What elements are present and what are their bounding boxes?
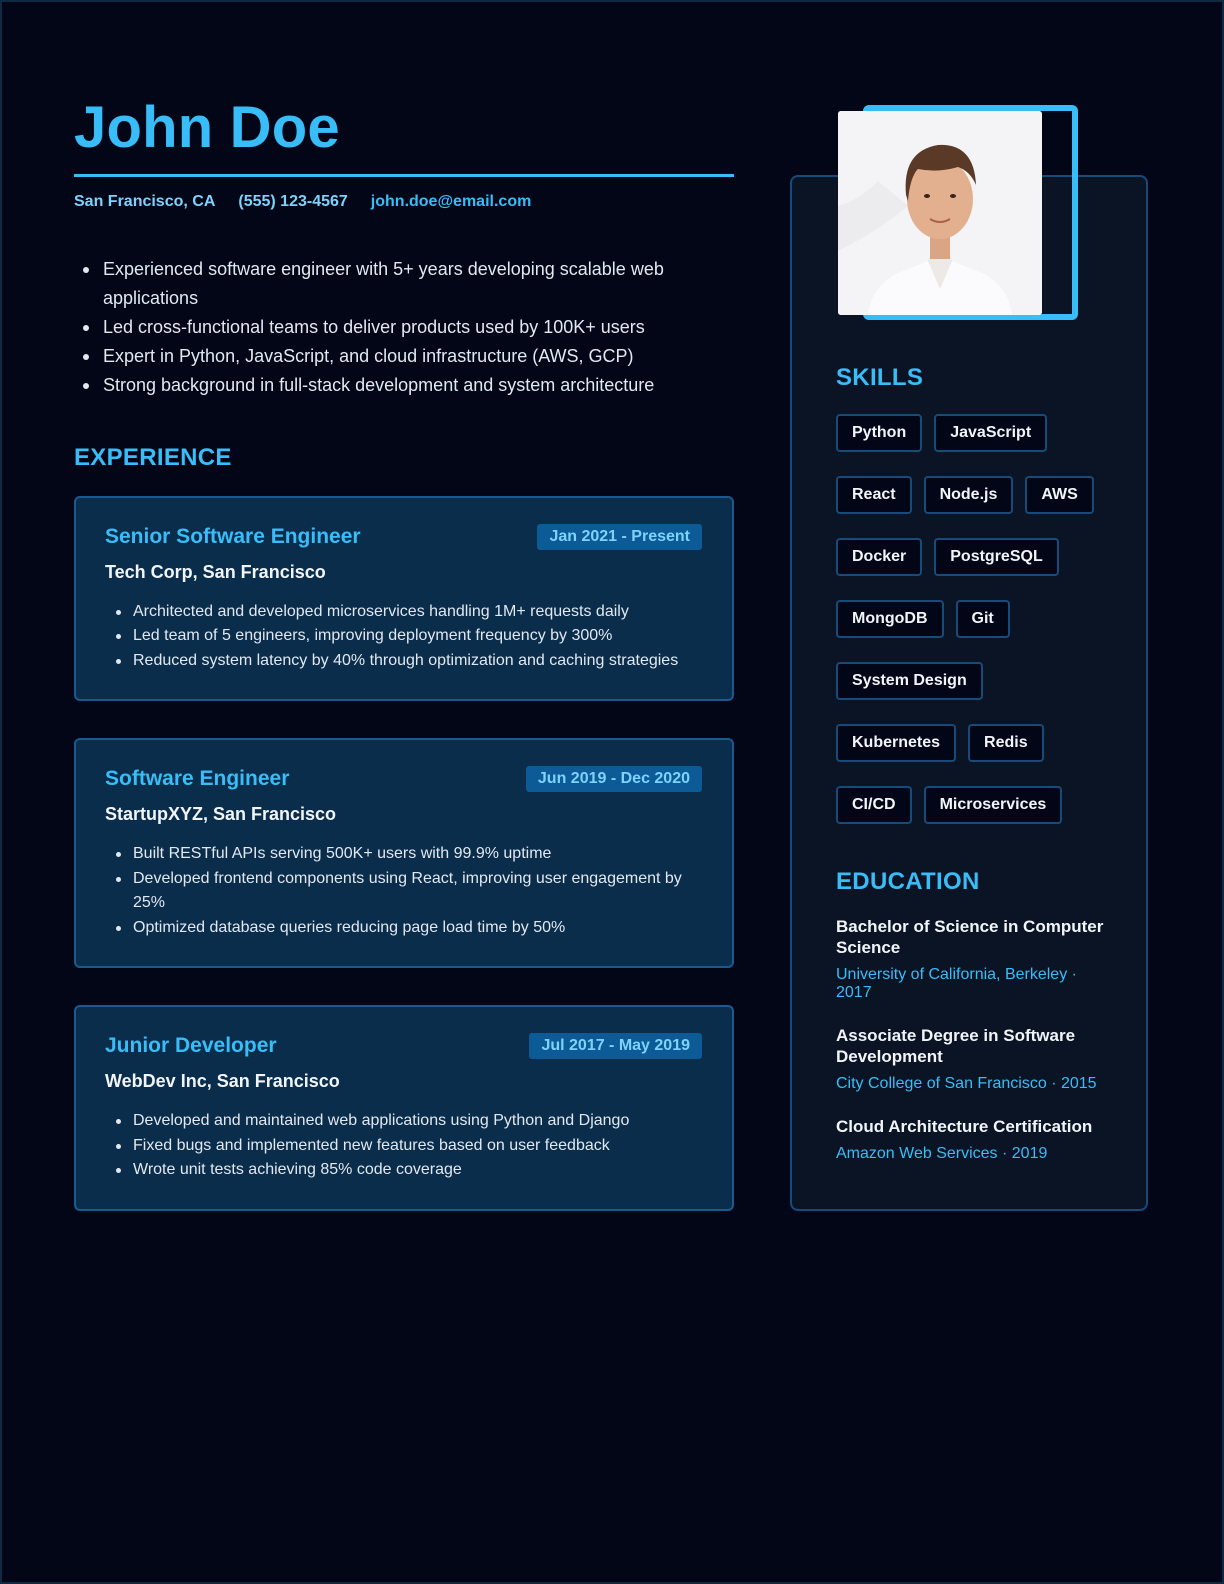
job-card: [74, 738, 734, 968]
job-company: StartupXYZ, San Francisco: [105, 804, 337, 825]
contact-line: [74, 193, 734, 211]
education-heading: EDUCATION: [836, 868, 980, 895]
job-bullets: [105, 1109, 702, 1183]
education-degree: Associate Degree in Software Development: [836, 1026, 1076, 1066]
skill-tag: Kubernetes: [836, 724, 956, 762]
job-bullet: Reduced system latency by 40% through optimization and caching strategies: [133, 649, 702, 674]
email-link[interactable]: john.doe@email.com: [370, 192, 532, 210]
phone-text: (555) 123-4567: [238, 192, 348, 210]
job-title: Software Engineer: [105, 767, 290, 791]
education-degree: Cloud Architecture Certification: [836, 1117, 1093, 1136]
profile-photo-icon: [838, 111, 1042, 315]
sidebar-content: [836, 364, 1116, 1163]
job-company: WebDev Inc, San Francisco: [105, 1071, 340, 1092]
job-card: [74, 1005, 734, 1211]
skill-tag: JavaScript: [934, 414, 1047, 452]
candidate-name: John Doe: [74, 95, 340, 160]
job-title: Senior Software Engineer: [105, 524, 361, 548]
experience-heading: EXPERIENCE: [74, 443, 232, 471]
job-bullet: Optimized database queries reducing page load time by 50%: [133, 916, 702, 941]
skill-tag: Python: [836, 414, 922, 452]
summary-item: Led cross-functional teams to deliver products used by 100K+ users: [103, 313, 734, 342]
skill-tag: MongoDB: [836, 600, 944, 638]
job-card: [74, 496, 734, 702]
education-item: [836, 916, 1116, 1002]
skills-heading: SKILLS: [836, 364, 924, 391]
job-title: Junior Developer: [105, 1034, 277, 1058]
job-bullet: Built RESTful APIs serving 500K+ users with 99.9% uptime: [133, 842, 702, 867]
job-company: Tech Corp, San Francisco: [105, 561, 326, 582]
name-divider: [74, 174, 734, 177]
skill-tag: Node.js: [924, 476, 1014, 514]
main-column: [74, 96, 734, 1211]
job-bullets: [105, 600, 702, 674]
skill-tag: Git: [956, 600, 1010, 638]
skill-tag: PostgreSQL: [934, 538, 1058, 576]
location-text: San Francisco, CA: [74, 192, 216, 210]
job-bullet: Developed and maintained web applications using Python and Django: [133, 1109, 702, 1134]
education-meta: Amazon Web Services · 2019: [836, 1145, 1048, 1162]
job-bullet: Fixed bugs and implemented new features based on user feedback: [133, 1134, 702, 1159]
education-meta: City College of San Francisco · 2015: [836, 1075, 1097, 1092]
job-date-badge: Jan 2021 - Present: [537, 524, 702, 550]
summary-item: Strong background in full-stack development and system architecture: [103, 371, 734, 400]
skill-tag: System Design: [836, 662, 983, 700]
job-bullet: Led team of 5 engineers, improving deployment frequency by 300%: [133, 624, 702, 649]
job-date-badge: Jul 2017 - May 2019: [529, 1033, 702, 1059]
education-meta: University of California, Berkeley · 2017: [836, 966, 1077, 1001]
skill-tag: Docker: [836, 538, 922, 576]
skill-tag: React: [836, 476, 912, 514]
job-bullets: [105, 842, 702, 940]
job-bullet: Wrote unit tests achieving 85% code coverage: [133, 1158, 702, 1183]
skills-list: [836, 414, 1116, 824]
profile-photo: [838, 111, 1042, 315]
summary-item: Expert in Python, JavaScript, and cloud infrastructure (AWS, GCP): [103, 342, 734, 371]
skill-tag: Microservices: [924, 786, 1063, 824]
job-bullet: Architected and developed microservices handling 1M+ requests daily: [133, 600, 702, 625]
summary-list: [74, 255, 734, 400]
skill-tag: AWS: [1025, 476, 1093, 514]
summary-item: Experienced software engineer with 5+ years developing scalable web applications: [103, 255, 734, 313]
skill-tag: Redis: [968, 724, 1044, 762]
education-item: [836, 1116, 1116, 1163]
skill-tag: CI/CD: [836, 786, 912, 824]
education-degree: Bachelor of Science in Computer Science: [836, 917, 1104, 957]
job-date-badge: Jun 2019 - Dec 2020: [526, 766, 702, 792]
job-bullet: Developed frontend components using React, improving user engagement by 25%: [133, 867, 702, 916]
education-item: [836, 1025, 1116, 1093]
